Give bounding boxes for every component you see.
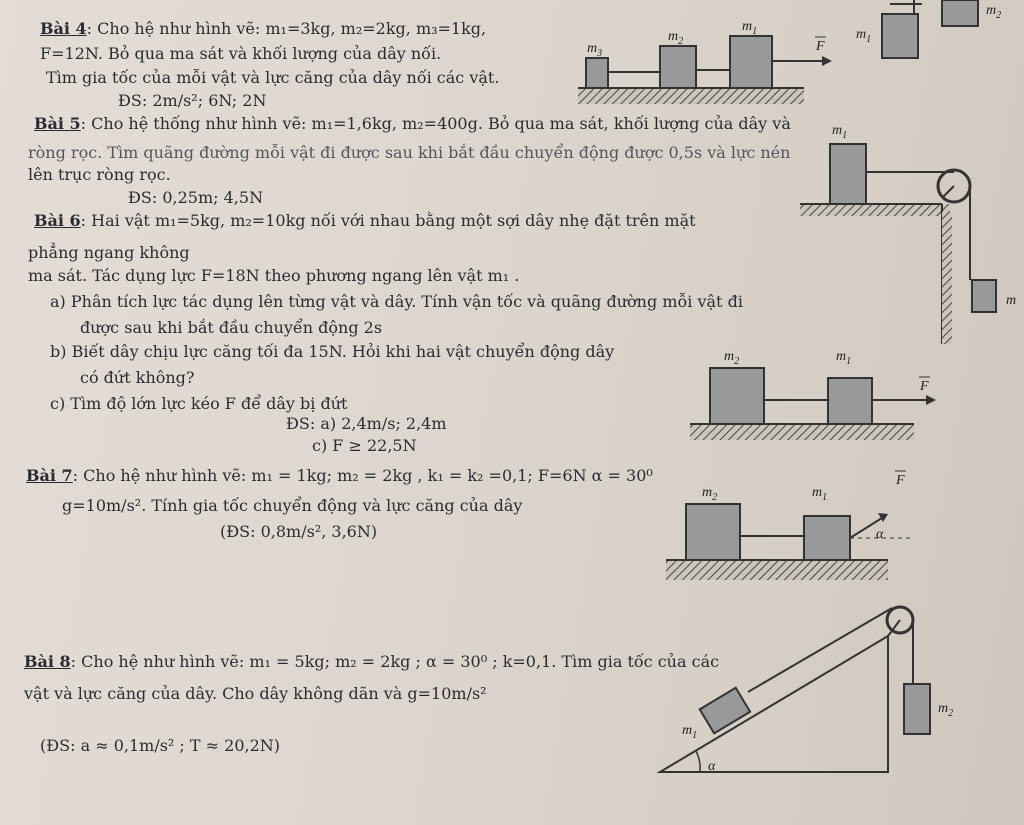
bai8-title: Bài 8 — [24, 652, 71, 671]
bai7-line2: g=10m/s². Tính gia tốc chuyển động và lực căng của dây — [62, 496, 523, 515]
bai7-ground — [666, 560, 888, 580]
bai7-label-m2: $m_2$ — [702, 485, 718, 503]
bai8-line1-text: : Cho hệ như hình vẽ: m₁ = 5kg; m₂ = 2kg ; α = 30⁰ ; k=0,1. Tìm gia tốc của các — [70, 652, 720, 671]
bai8-line1 — [24, 652, 719, 672]
bai7-label-F: F — [896, 473, 905, 488]
bai5-answer: ĐS: 0,25m; 4,5N — [128, 188, 264, 207]
bai6-title: Bài 6 — [34, 211, 81, 230]
bai6-part-a1: a) Phân tích lực tác dụng lên từng vật và dây. Tính vận tốc và quãng đường mỗi vật đi — [50, 292, 743, 311]
bai8-label-alpha: α — [708, 759, 716, 774]
bai6-part-c1: c) Tìm độ lớn lực kéo F để dây bị đứt — [50, 394, 348, 413]
bai6-ground — [690, 424, 914, 440]
bai6-part-b1: b) Biết dây chịu lực căng tối đa 15N. Hỏi khi hai vật chuyển động dây — [50, 342, 615, 361]
bai6-part-b2: có đứt không? — [80, 368, 195, 387]
bai7-title: Bài 7 — [26, 466, 73, 485]
bai5-pulley-mount — [942, 186, 954, 198]
corner-label-m2: $m_2$ — [986, 3, 1002, 21]
bai4-force-arrowhead — [822, 56, 832, 66]
bai8-line2: vật và lực căng của dây. Cho dây không dãn và g=10m/s² — [24, 684, 487, 703]
bai6-line2: phẳng ngang không — [28, 243, 190, 262]
bai4-figure — [570, 10, 850, 110]
bai4-line1 — [40, 19, 486, 39]
bai6-force-arrowhead — [926, 395, 936, 405]
bai7-block-m1 — [804, 516, 850, 560]
bai8-label-m1: $m_1$ — [682, 723, 698, 741]
bai4-title: Bài 4 — [40, 19, 87, 38]
corner-block-m2 — [942, 0, 978, 26]
bai6-label-m2: $m_2$ — [724, 349, 740, 367]
bai5-table-side-hatch — [942, 212, 952, 344]
bai8-angle-arc — [696, 751, 700, 772]
bai5-line3: lên trục ròng rọc. — [28, 165, 171, 184]
bai5-table-hatch — [800, 204, 950, 216]
bai4-ground — [578, 88, 804, 104]
bai8-figure — [650, 600, 954, 780]
bai8-incline — [660, 636, 888, 772]
bai4-label-m2: $m_2$ — [668, 29, 684, 47]
bai6-answer-1: ĐS: a) 2,4m/s; 2,4m — [286, 414, 447, 433]
bai6-answer-2: c) F ≥ 22,5N — [312, 436, 417, 455]
bai8-rope-incline — [748, 608, 892, 692]
bai7-label-m1: $m_1$ — [812, 485, 828, 503]
bai4-line2: F=12N. Bỏ qua ma sát và khối lượng của dây nối. — [40, 44, 442, 63]
bai5-title: Bài 5 — [34, 114, 81, 133]
bai4-block-m2 — [660, 46, 696, 88]
bai6-part-a2: được sau khi bắt đầu chuyển động 2s — [80, 318, 383, 337]
bai4-label-m1: $m_1$ — [742, 19, 758, 37]
bai6-label-F: F — [920, 379, 929, 394]
bai7-figure — [664, 462, 924, 584]
bai5-block-m2 — [972, 280, 996, 312]
bai5-block-m1 — [830, 144, 866, 204]
corner-label-m1: $m_1$ — [856, 27, 872, 45]
bai5-line2: ròng rọc. Tìm quãng đường mỗi vật đi được sau khi bắt đầu chuyển động được 0,5s và lực nén — [28, 143, 791, 162]
bai4-block-m1 — [730, 36, 772, 88]
bai4-line1-text: : Cho hệ như hình vẽ: m₁=3kg, m₂=2kg, m₃=1kg, — [86, 19, 487, 38]
bai6-block-m2 — [710, 368, 764, 424]
bai5-label-m1: $m_1$ — [832, 123, 848, 141]
bai7-line1-text: : Cho hệ như hình vẽ: m₁ = 1kg; m₂ = 2kg , k₁ = k₂ =0,1; F=6N α = 30⁰ — [72, 466, 653, 485]
bai4-label-F: F — [816, 39, 825, 54]
bai6-label-m1: $m_1$ — [836, 349, 852, 367]
bai5-figure — [790, 116, 1024, 346]
bai5-line1-text: : Cho hệ thống như hình vẽ: m₁=1,6kg, m₂=400g. Bỏ qua ma sát, khối lượng của dây và — [80, 114, 791, 133]
bai6-figure — [688, 344, 938, 444]
bai7-block-m2 — [686, 504, 740, 560]
bai8-block-m2 — [904, 684, 930, 734]
bai8-answer: (ĐS: a ≈ 0,1m/s² ; T ≈ 20,2N) — [40, 736, 281, 755]
corner-figure — [850, 0, 1024, 70]
corner-block-m1 — [882, 14, 918, 58]
bai4-label-m3: $m_3$ — [587, 41, 603, 59]
bai6-line1-text: : Hai vật m₁=5kg, m₂=10kg nối với nhau bằng một sợi dây nhẹ đặt trên mặt — [80, 211, 696, 230]
bai7-label-alpha: α — [876, 527, 884, 542]
bai8-block-m1 — [700, 688, 750, 734]
bai8-label-m2: $m_2$ — [938, 701, 954, 719]
bai4-line3: Tìm gia tốc của mỗi vật và lực căng của dây nối các vật. — [46, 68, 500, 87]
bai4-answer: ĐS: 2m/s²; 6N; 2N — [118, 91, 267, 110]
bai4-block-m3 — [586, 58, 608, 88]
bai6-block-m1 — [828, 378, 872, 424]
bai6-line1 — [34, 211, 696, 231]
bai7-answer: (ĐS: 0,8m/s², 3,6N) — [220, 522, 378, 541]
bai6-line3: ma sát. Tác dụng lực F=18N theo phương ngang lên vật m₁ . — [28, 266, 520, 285]
bai7-line1 — [26, 466, 653, 486]
bai5-label-m2: m — [1006, 293, 1017, 308]
bai8-block-m1-group — [700, 688, 750, 734]
bai5-line1 — [34, 114, 791, 134]
